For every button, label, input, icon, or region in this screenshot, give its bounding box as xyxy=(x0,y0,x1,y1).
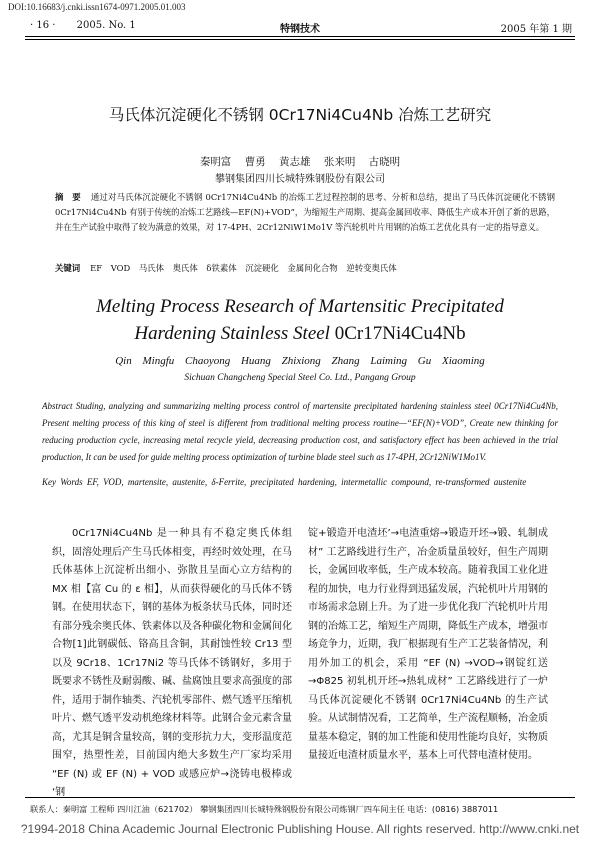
keywords-cn xyxy=(55,262,555,274)
affiliation-en: Sichuan Changcheng Special Steel Co. Ltd., Pangang Group xyxy=(184,373,416,383)
copyright-watermark: ?1994-2018 China Academic Journal Electronic Publishing House. All rights reserved. http://www.cnki.net xyxy=(20,822,580,836)
body-right-paragraph: 锭+锻造开电渣坯’→电渣重熔→锻造开坯→锻、轧制成材” 工艺路线进行生产，冶金质量虽较好，但生产周期长，金属回收率低，生产成本较高。随着我国工业化进程的加快，电力行业得到迅猛发展，汽轮机叶片用钢的市场需求急剧上升。为了进一步优化我厂汽轮机叶片用钢的冶炼工艺，缩短生产周期，降低生产成本，增强市场竞争力，近期，我厂根据现有生产工艺装备情况，利用外加工的机会，采用 “EF (N) →VOD→钢锭红送→Φ825 初轧机开坯→热轧成材” 工艺路线进行了一炉马氏体沉淀硬化不锈钢 0Cr17Ni4Cu4Nb 的生产试验。从试制情况看，工艺简单，生产流程顺畅，冶金质量基本稳定，钢的加工性能和使用性能均良好，实物质量接近电渣材质量水平，基本上可代替电渣材使用。 xyxy=(308,528,548,761)
footnote-rule xyxy=(25,797,575,798)
title-en-line2-text: Hardening Stainless Steel xyxy=(134,323,330,344)
body-column-left: 0Cr17Ni4Cu4Nb 是一种具有不稳定奥氏体组织，固溶处理后产生马氏体相变，再经时效处理，在马氏体基体上沉淀析出细小、弥散且呈面心立方结构的 MX 相【富 Cu 的 ε 相】，从而获得硬化的马氏体不锈钢。在使用状态下，钢的基体为板条状马氏体，同时还有部分残余奥氏体、铁素体以及各种碳化物和金属间化合物[1]此钢碳低、铬高且含铜，其耐蚀性较 Cr13 型以及 9Cr18、1Cr17Ni2 等马氏体不锈钢好，多用于既要求不锈性及耐弱酸、碱、盐腐蚀且要求高强度的部件，适用于制作轴类、汽轮机零部件、燃气透平压缩机叶片、燃气透平发动机绝缘材料等。此钢合金元素含量高，尤其是铜含量较高，钢的变形抗力大，变形温度范围窄，热塑性差，目前国内绝大多数生产厂家均采用 “EF (N) 或 EF (N) + VOD 或感应炉→浇铸电极棒或 ‘钢 xyxy=(52,528,292,798)
keywords-en: Key Words EF, VOD, martensite, austenite, δ-Ferrite, precipitated hardening, intermetallic compound, re-transformed austenite xyxy=(42,477,527,487)
keywords-cn-text: EF VOD 马氏体 奥氏体 δ铁素体 沉淀硬化 金属间化合物 逆转变奥氏体 xyxy=(90,263,397,273)
abstract-cn-text: 通过对马氏体沉淀硬化不锈钢 0Cr17Ni4Cu4Nb 的冶炼工艺过程控制的思考、分析和总结，提出了马氏体沉淀硬化不锈钢 0Cr17Ni4Cu4Nb 有别于传统的冶炼工艺路线—EF(N)+VOD”，为缩短生产周期、提高金属回收率、降低生产成本开创了新的思路，并在生产试验中取得了较为满意的效果，对 17-4PH、2Cr12NiW1Mo1V 等汽轮机叶片用钢的冶炼工艺优化具有一定的指导意义。 xyxy=(55,192,556,232)
article-title-en xyxy=(0,293,600,347)
issue-cn: 2005 年第 1 期 xyxy=(500,24,572,35)
header-rule xyxy=(25,36,575,37)
abstract-cn-label: 摘 要 xyxy=(55,192,81,202)
footnote-contact: 联系人：秦明富 工程师 四川江油（621702） 攀钢集团四川长城特殊钢股份有限公司炼钢厂四车间主任 电话：(0816) 3887011 xyxy=(30,804,499,814)
abstract-en: Abstract Studing, analyzing and summarizing melting process control of martensite precipitated hardening stainless steel 0Cr17Ni4Cu4Nb, Present melting process of this king of steel is different from traditional melting process routine—“EF(N)+VOD”, Create new thinking for reducing production cycle, increasing metal recycle yield, decreasing production cost, and satisfactory effect has been achieved in the trial production, It can be used for guide melting process optimization of turbine blade steel such as 17-4PH, 2Cr12NiW1Mo1V. xyxy=(42,401,558,462)
authors-en: Qin Mingfu Chaoyong Huang Zhixiong Zhang Laiming Gu Xiaoming xyxy=(115,355,485,367)
title-en-line2 xyxy=(0,320,600,347)
doi-line: DOI:10.16683/j.cnki.issn1674-0971.2005.01.003 xyxy=(8,2,186,12)
article-title-cn: 马氏体沉淀硬化不锈钢 0Cr17Ni4Cu4Nb 冶炼工艺研究 xyxy=(108,106,492,124)
title-en-chem: 0Cr17Ni4Cu4Nb xyxy=(334,323,466,344)
keywords-cn-label: 关键词 xyxy=(55,263,81,273)
journal-name: 特钢技术 xyxy=(280,24,320,35)
affiliation-cn: 攀钢集团四川长城特殊钢股份有限公司 xyxy=(215,174,385,185)
issue-en: 2005. No. 1 xyxy=(76,20,136,31)
abstract-cn xyxy=(55,190,555,235)
authors-cn: 秦明富 曹勇 黄志雄 张来明 古晓明 xyxy=(199,156,401,168)
header-rule-thin xyxy=(25,39,575,40)
title-en-line1: Melting Process Research of Martensitic Precipitated xyxy=(96,296,504,317)
page-number: · 16 · xyxy=(30,20,56,31)
body-column-right xyxy=(308,525,548,766)
